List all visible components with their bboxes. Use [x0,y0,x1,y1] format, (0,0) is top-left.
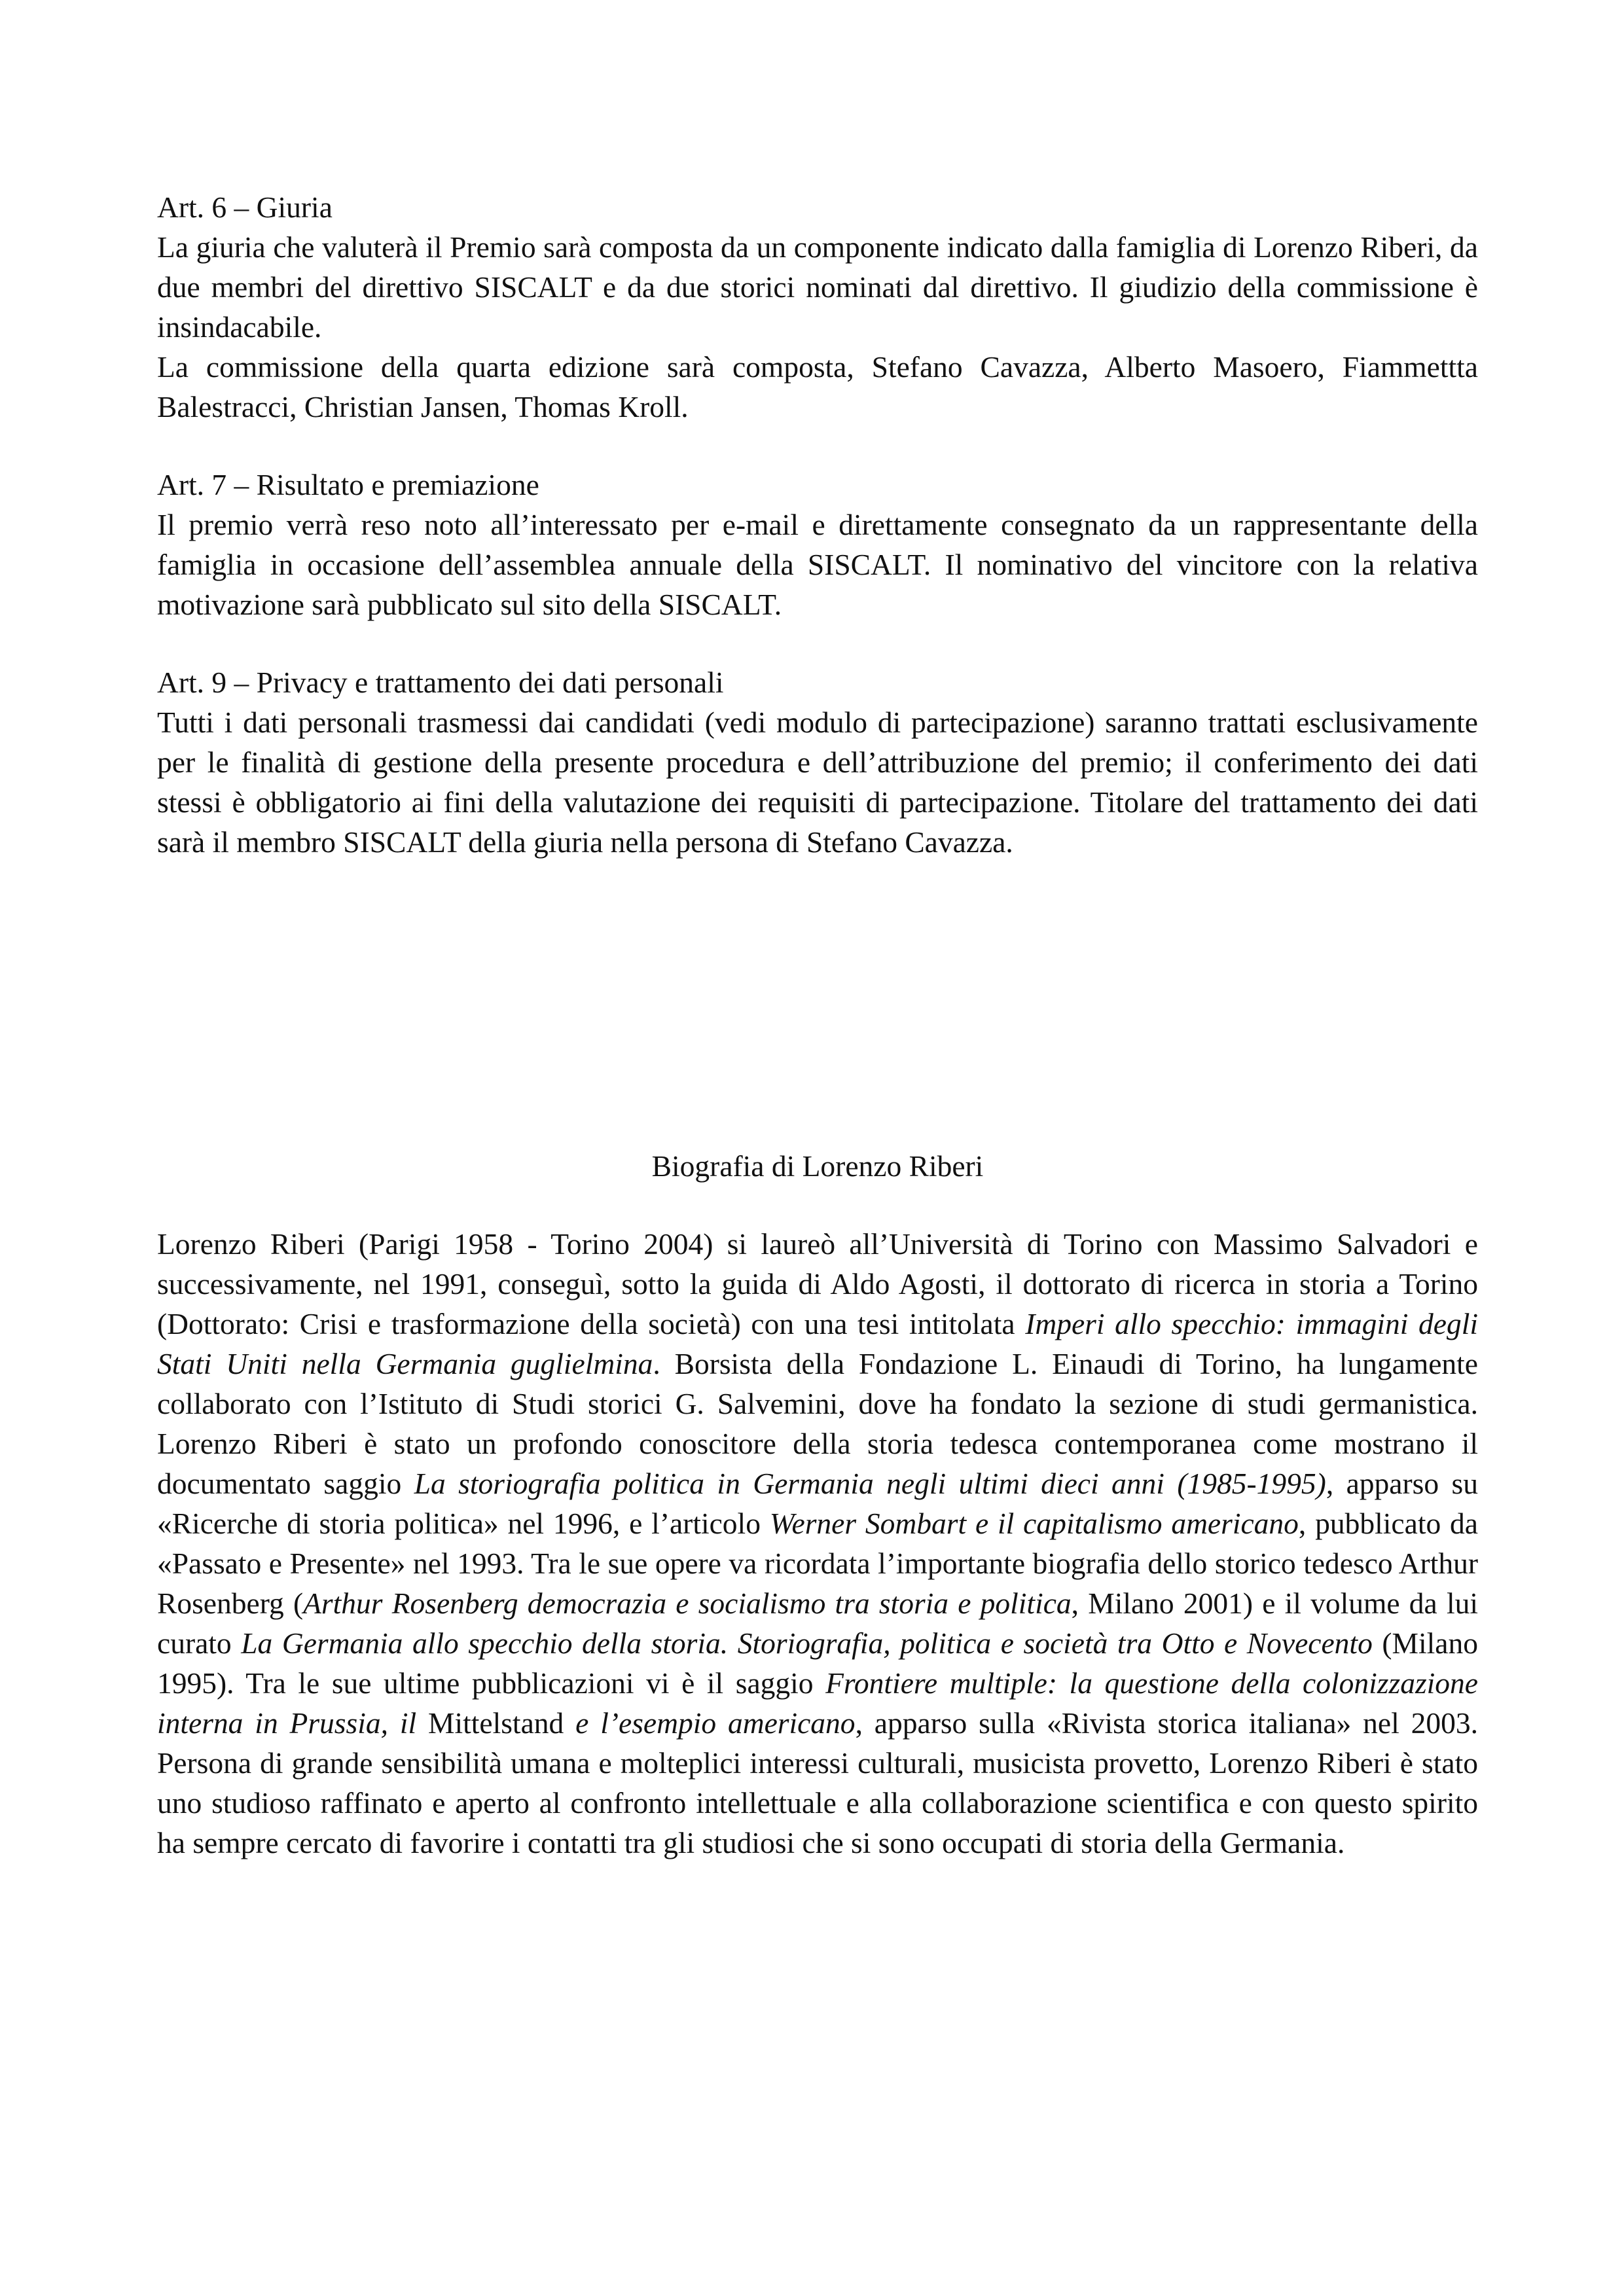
bio-segment: , apparso su «Ricerche di storia politica» nel 1996, e l’articolo [157,1467,1478,1540]
bio-segment: , pubblicato da «Passato e Presente» nel 1993. Tra le sue opere va ricordata l’importante biografia dello storico tedesco Arthur Rosenberg ( [157,1507,1478,1620]
article-7-risultato [157,465,1478,624]
bio-title-italic: La storiografia politica in Germania negli ultimi dieci anni (1985-1995) [414,1467,1326,1500]
bio-title-italic: e l’esempio americano [575,1706,856,1740]
article-paragraph: La commissione della quarta edizione sarà composta, Stefano Cavazza, Alberto Masoero, Fiammettta Balestracci, Christian Jansen, Thomas Kroll. [157,350,1478,423]
article-paragraph: Il premio verrà reso noto all’interessato per e-mail e direttamente consegnato da un rappresentante della famiglia in occasione dell’assemblea annuale della SISCALT. Il nominativo del vincitore con la relativa motivazione sarà pubblicato sul sito della SISCALT. [157,508,1478,621]
article-paragraph: Tutti i dati personali trasmessi dai candidati (vedi modulo di partecipazione) saranno trattati esclusivamente per le finalità di gestione della presente procedura e dell’attribuzione del premio; il conferimento dei dati stessi è obbligatorio ai fini della valutazione dei requisiti di partecipazione. Titolare del trattamento dei dati sarà il membro SISCALT della giuria nella persona di Stefano Cavazza. [157,706,1478,859]
bio-title-italic: La Germania allo specchio della storia. Storiografia, politica e società tra Otto e Novecento [241,1626,1373,1660]
biography-text [157,1224,1478,1863]
article-heading: Art. 6 – Giuria [157,190,333,224]
bio-title-italic: Imperi allo specchio: immagini degli Stati Uniti nella Germania guglielmina [157,1307,1478,1380]
bio-title-italic: Werner Sombart e il capitalismo americano [769,1507,1299,1540]
article-9-privacy [157,662,1478,862]
bio-segment: . Borsista della Fondazione L. Einaudi di Torino, ha lungamente collaborato con l’Istituto di Studi storici G. Salvemini, dove ha fondato la sezione di studi germanistica. Lorenzo Riberi è stato un profondo conoscitore della storia tedesca contemporanea come mostrano il documentato saggio [157,1347,1478,1500]
biography-title: Biografia di Lorenzo Riberi [651,1149,984,1183]
bio-title-italic: Frontiere multiple: la questione della colonizzazione interna in Prussia, il [157,1666,1478,1740]
article-paragraph: La giuria che valuterà il Premio sarà composta da un componente indicato dalla famiglia di Lorenzo Riberi, da due membri del direttivo SISCALT e da due storici nominati dal direttivo. Il giudizio della commissione è insindacabile. [157,230,1478,344]
article-6-giuria [157,187,1478,427]
article-heading: Art. 9 – Privacy e trattamento dei dati personali [157,666,724,699]
page-content [157,187,1478,1863]
article-heading: Art. 7 – Risultato e premiazione [157,468,539,501]
bio-segment: (Milano 1995). Tra le sue ultime pubblicazioni vi è il saggio [157,1626,1478,1700]
bio-segment: , apparso sulla «Rivista storica italiana» nel 2003. Persona di grande sensibilità umana e molteplici interessi culturali, musicista provetto, Lorenzo Riberi è stato uno studioso raffinato e aperto al confronto intellettuale e alla collaborazione scientifica e con questo spirito ha sempre cercato di favorire i contatti tra gli studiosi che si sono occupati di storia della Germania. [157,1706,1478,1859]
bio-segment: Lorenzo Riberi (Parigi 1958 - Torino 2004) si laureò all’Università di Torino con Massimo Salvadori e successivamente, nel 1991, conseguì, sotto la guida di Aldo Agosti, il dottorato di ricerca in storia a Torino (Dottorato: Crisi e trasformazione della società) con una tesi intitolata [157,1227,1478,1340]
bio-segment: Mittelstand [416,1706,576,1740]
bio-segment: , Milano 2001) e il volume da lui curato [157,1587,1478,1660]
bio-title-italic: Arthur Rosenberg democrazia e socialismo tra storia e politica [303,1587,1072,1620]
